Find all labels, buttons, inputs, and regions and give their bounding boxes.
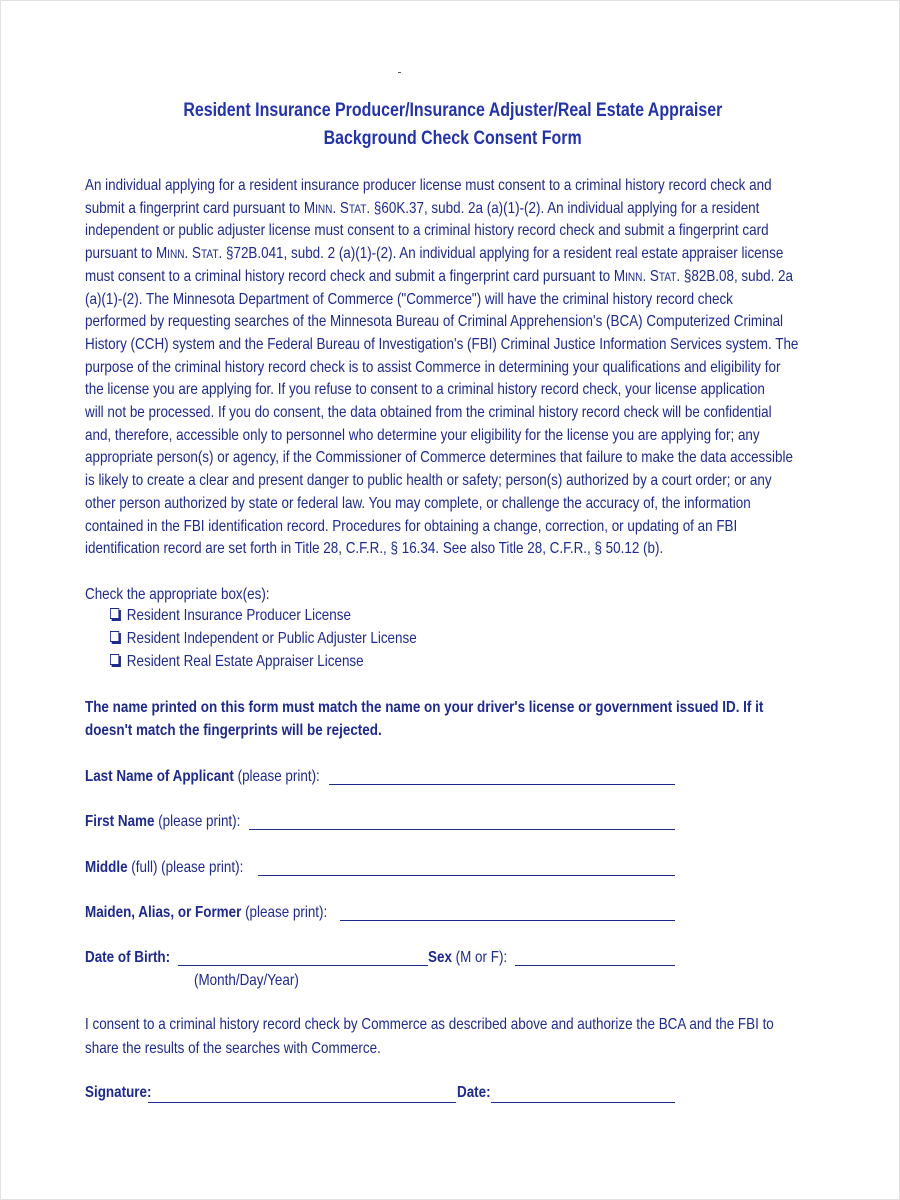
paragraph-line: appropriate person(s) or agency, if the Commissioner of Commerce determines that failure to make the data accessible bbox=[85, 449, 793, 467]
checkbox-label: Resident Independent or Public Adjuster License bbox=[126, 630, 417, 647]
first-name-field[interactable] bbox=[249, 829, 675, 830]
paragraph-line: An individual applying for a resident insurance producer license must consent to a criminal history record check and bbox=[85, 177, 772, 194]
checkbox-insurance-producer[interactable] bbox=[110, 607, 351, 625]
date-label: Date: bbox=[457, 1084, 491, 1101]
checkbox-adjuster[interactable] bbox=[110, 630, 417, 648]
notice-line1: The name printed on this form must match the name on your driver's license or government issued ID. If it bbox=[85, 699, 764, 716]
label-bold: First Name bbox=[85, 813, 155, 830]
paragraph-line: identification record are set forth in Title 28, C.F.R., § 16.34. See also Title 28, C.F.R., § 50.12 (b). bbox=[85, 540, 664, 558]
checkbox-label: Resident Insurance Producer License bbox=[126, 607, 351, 624]
paragraph-line: other person authorized by state or federal law. You may complete, or challenge the accuracy of, the information bbox=[85, 494, 751, 512]
label-hint: (please print): bbox=[245, 904, 328, 921]
dob-field[interactable] bbox=[178, 965, 428, 966]
checkbox-appraiser[interactable] bbox=[110, 653, 364, 671]
paragraph-line: is likely to create a clear and present danger to public health or safety; person(s) authorized by a court order; or any bbox=[85, 472, 772, 490]
paragraph-line: will not be processed. If you do consent, the data obtained from the criminal history record check will be confidential bbox=[85, 404, 772, 421]
maiden-name-label bbox=[85, 903, 327, 923]
sex-field[interactable] bbox=[515, 965, 675, 966]
label-bold: Last Name of Applicant bbox=[85, 768, 234, 785]
label-hint: (please print): bbox=[237, 768, 320, 785]
title-text-2: Background Check Consent Form bbox=[323, 128, 583, 149]
checkbox-icon[interactable] bbox=[110, 631, 119, 642]
maiden-name-field[interactable] bbox=[340, 920, 675, 921]
notice-line2: doesn't match the fingerprints will be rejected. bbox=[85, 722, 382, 739]
form-title-line1 bbox=[0, 100, 900, 122]
middle-name-label bbox=[85, 858, 243, 878]
label-bold: Middle bbox=[85, 859, 128, 876]
speck bbox=[398, 72, 401, 73]
label-bold: Maiden, Alias, or Former bbox=[85, 904, 242, 921]
title-text-1: Resident Insurance Producer/Insurance Adjuster/Real Estate Appraiser bbox=[183, 100, 723, 121]
form-title-line2 bbox=[0, 128, 900, 150]
paragraph-line: purpose of the criminal history record check is to assist Commerce in determining your qualifications and eligibility for bbox=[85, 358, 781, 376]
label-hint: (please print): bbox=[158, 813, 241, 830]
first-name-label bbox=[85, 812, 240, 832]
paragraph-line: History (CCH) system and the Federal Bureau of Investigation's (FBI) Criminal Justice Information Services system. The bbox=[85, 335, 799, 353]
date-field[interactable] bbox=[491, 1102, 675, 1103]
paragraph-line: the license you are applying for. If you refuse to consent to a criminal history record check, your license application bbox=[85, 381, 765, 399]
last-name-label bbox=[85, 767, 320, 787]
label-hint: (M or F): bbox=[455, 949, 508, 966]
paragraph-line: submit a fingerprint card pursuant to MINN. STAT. §60K.37, subd. 2a (a)(1)-(2). An individual applying for a resident bbox=[85, 199, 760, 217]
paragraph-line: and, therefore, accessible only to personnel who determine your eligibility for the license you are applying for; any bbox=[85, 426, 760, 444]
signature-field[interactable] bbox=[148, 1102, 456, 1103]
consent-line1: I consent to a criminal history record check by Commerce as described above and authorize the BCA and the FBI to bbox=[85, 1016, 774, 1033]
paragraph-line: independent or public adjuster license must consent to a criminal history record check and submit a fingerprint card bbox=[85, 222, 769, 240]
last-name-field[interactable] bbox=[329, 784, 675, 785]
checkbox-icon[interactable] bbox=[110, 654, 119, 665]
paragraph-line: performed by requesting searches of the Minnesota Bureau of Criminal Apprehension's (BCA) Computerized Criminal bbox=[85, 313, 784, 331]
dob-label: Date of Birth: bbox=[85, 949, 171, 966]
checkbox-icon[interactable] bbox=[110, 608, 119, 619]
paragraph-line: contained in the FBI identification record. Procedures for obtaining a change, correction, or updating of an FBI bbox=[85, 517, 738, 535]
paragraph-line: must consent to a criminal history record check and submit a fingerprint card pursuant to MINN. STAT. §82B.08, subd. 2a bbox=[85, 267, 794, 285]
paragraph-line: pursuant to MINN. STAT. §72B.041, subd. 2 (a)(1)-(2). An individual applying for a resident real estate appraiser license bbox=[85, 245, 784, 263]
label-hint: (full) (please print): bbox=[131, 859, 244, 876]
signature-label: Signature: bbox=[85, 1084, 152, 1101]
sex-label bbox=[428, 948, 507, 968]
paragraph-line: (a)(1)-(2). The Minnesota Department of Commerce ("Commerce") will have the criminal history record check bbox=[85, 290, 733, 308]
label-bold: Sex bbox=[428, 949, 452, 966]
checkbox-prompt: Check the appropriate box(es): bbox=[85, 586, 270, 603]
consent-line2: share the results of the searches with Commerce. bbox=[85, 1040, 381, 1057]
middle-name-field[interactable] bbox=[258, 875, 675, 876]
checkbox-label: Resident Real Estate Appraiser License bbox=[126, 653, 364, 670]
dob-format-hint: (Month/Day/Year) bbox=[194, 972, 299, 989]
